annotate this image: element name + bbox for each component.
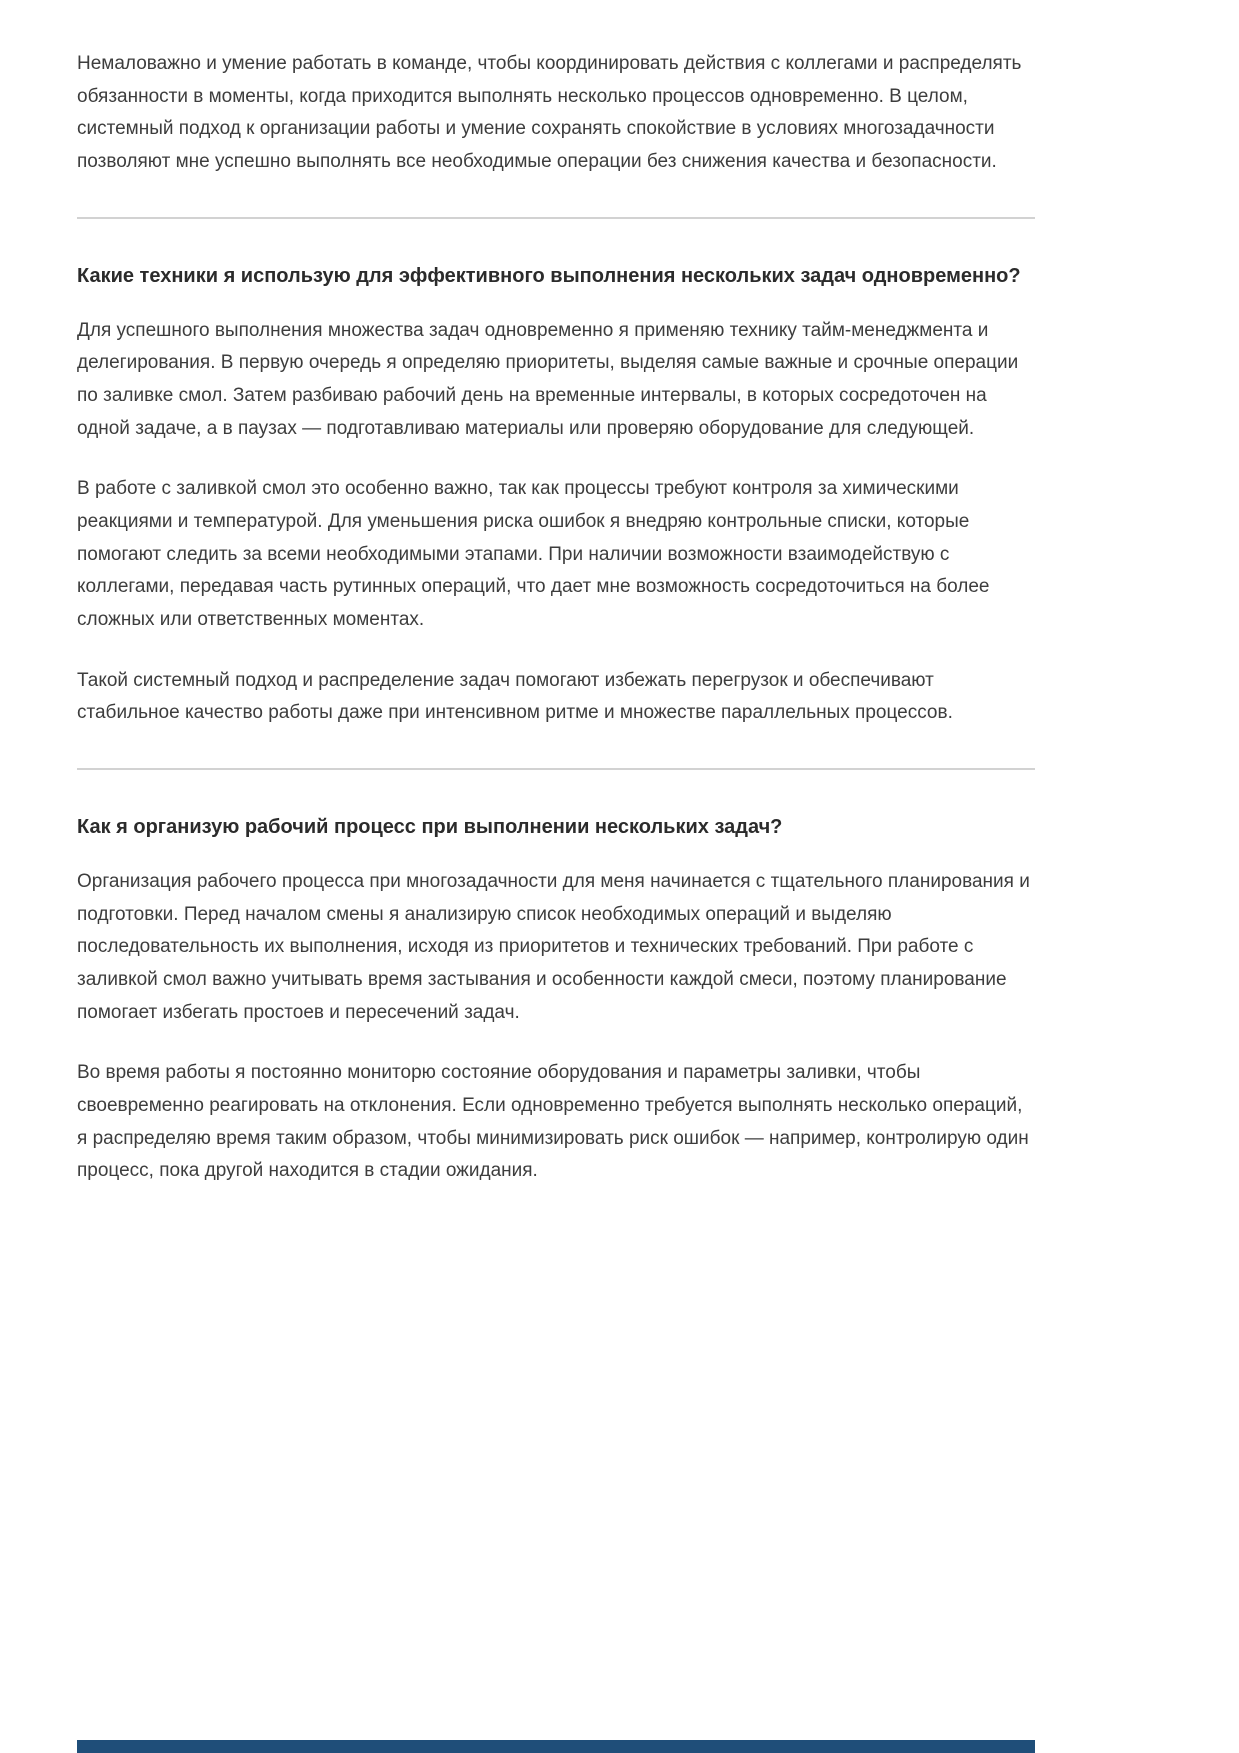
section-1-paragraph-2: В работе с заливкой смол это особенно важно, так как процессы требуют контроля за химическими реакциями и температурой. Для уменьшения риска ошибок я внедряю контрольные списки, которые помогают следить за всеми необходимыми этапами. При наличии возможности взаимодействую с коллегами, передавая часть рутинных операций, что дает мне возможность сосредоточиться на более сложных или ответственных моментах. xyxy=(77,478,990,631)
section-1-paragraph-1: Для успешного выполнения множества задач одновременно я применяю технику тайм-менеджмента и делегирования. В первую очередь я определяю приоритеты, выделяя самые важные и срочные операции по заливке смол. Затем разбиваю рабочий день на временные интервалы, в которых сосредоточен на одной задаче, а в паузах — подготавливаю материалы или проверяю оборудование для следующей. xyxy=(77,319,1019,439)
section-2-heading: Как я организую рабочий процесс при выполнении нескольких задач? xyxy=(77,816,783,839)
section-1-paragraph-3: Такой системный подход и распределение задач помогают избежать перегрузок и обеспечивают стабильное качество работы даже при интенсивном ритме и множестве параллельных процессов. xyxy=(77,669,953,724)
document-page xyxy=(77,0,1035,1188)
section-1-heading: Какие техники я использую для эффективного выполнения нескольких задач одновременно? xyxy=(77,264,1021,287)
intro-paragraph: Немаловажно и умение работать в команде, чтобы координировать действия с коллегами и распределять обязанности в моменты, когда приходится выполнять несколько процессов одновременно. В целом, системный подход к организации работы и умение сохранять спокойствие в условиях многозадачности позволяют мне успешно выполнять все необходимые операции без снижения качества и безопасности. xyxy=(77,53,1022,173)
section-divider xyxy=(77,768,1035,770)
section-divider xyxy=(77,217,1035,219)
footer-accent-bar xyxy=(77,1740,1035,1753)
section-2-paragraph-1: Организация рабочего процесса при многозадачности для меня начинается с тщательного планирования и подготовки. Перед началом смены я анализирую список необходимых операций и выделяю последовательность их выполнения, исходя из приоритетов и технических требований. При работе с заливкой смол важно учитывать время застывания и особенности каждой смеси, поэтому планирование помогает избегать простоев и пересечений задач. xyxy=(77,871,1030,1023)
section-2-paragraph-2: Во время работы я постоянно мониторю состояние оборудования и параметры заливки, чтобы своевременно реагировать на отклонения. Если одновременно требуется выполнять несколько операций, я распределяю время таким образом, чтобы минимизировать риск ошибок — например, контролирую один процесс, пока другой находится в стадии ожидания. xyxy=(77,1062,1029,1182)
